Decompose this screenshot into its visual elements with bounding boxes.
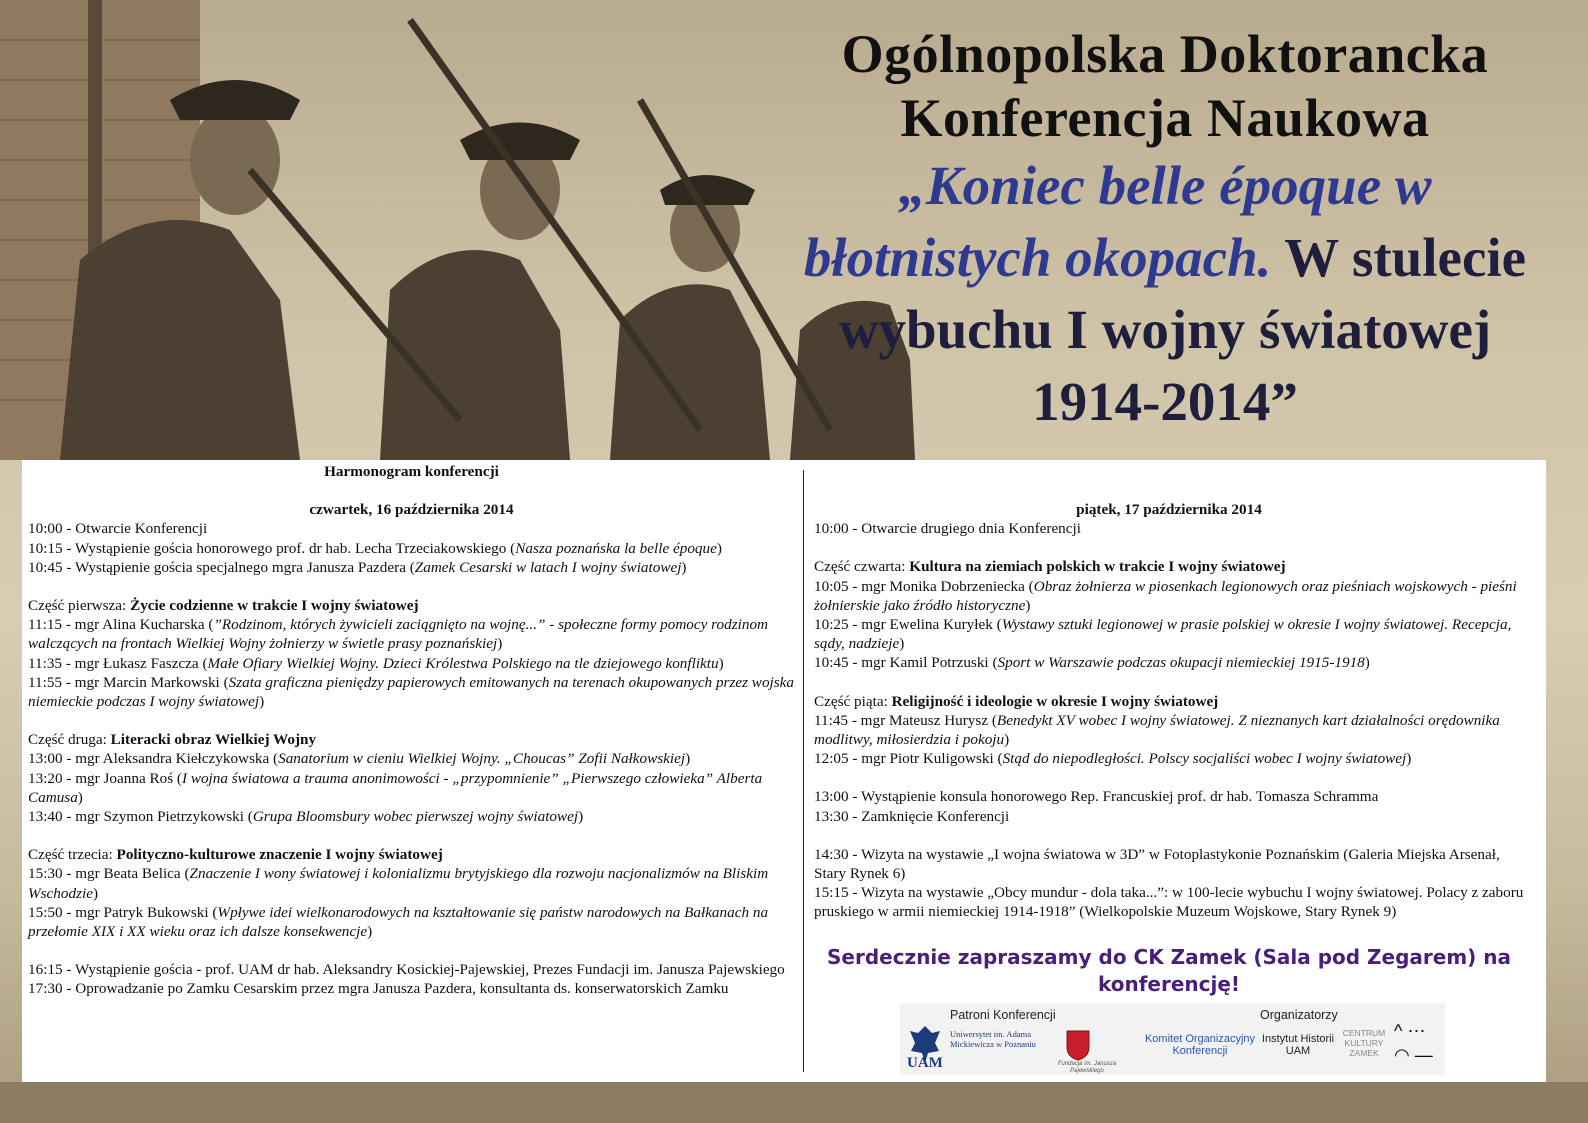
- invitation-text: Serdecznie zapraszamy do CK Zamek (Sala pod Zegarem) na konferencję!: [826, 945, 1512, 996]
- schedule-item: 11:45 - mgr Mateusz Hurysz (Benedykt XV wobec I wojny światowej. Z nieznanych kart działalności orędownika modlitwy, miłosierdzia i pokoju): [814, 711, 1500, 749]
- komitet-label: Komitet Organizacyjny Konferencji: [1144, 1033, 1256, 1057]
- schedule-item: 10:45 - Wystąpienie gościa specjalnego mgra Janusza Pazdera (Zamek Cesarski w latach I wojny światowej): [28, 558, 687, 576]
- schedule-item: 15:50 - mgr Patryk Bukowski (Wpływe idei wielkonarodowych na kształtowanie się państw narodowych na Bałkanach na przełomie XIX i XX wieku oraz ich dalsze konsekwencje): [28, 903, 769, 941]
- schedule-item: 10:25 - mgr Ewelina Kuryłek (Wystawy sztuki legionowej w prasie polskiej w okresie I wojny światowej. Recepcja, sądy, nadzieje): [814, 616, 1512, 653]
- subtitle-quote-close: ”: [1270, 371, 1298, 432]
- schedule-item: 14:30 - Wizyta na wystawie „I wojna światowa w 3D” w Fotoplastykonie Poznańskim (Galeria Miejska Arsenał, Stary Rynek 6): [814, 845, 1500, 883]
- schedule-item: 15:30 - mgr Beata Belica (Znaczenie I wony światowej i kolonializmu brytyjskiego dla rozwoju nacjonalizmów na Bliskim Wschodzie): [28, 865, 769, 902]
- uam-name: Uniwersytet im. Adama Mickiewicza w Poznaniu: [950, 1029, 1036, 1049]
- schedule-item: 13:00 - Wystąpienie konsula honorowego Rep. Francuskiej prof. dr hab. Tomasza Schramma: [814, 788, 1379, 806]
- schedule-item: 13:30 - Zamknięcie Konferencji: [814, 807, 1010, 825]
- schedule-item: 13:00 - mgr Aleksandra Kiełczykowska (Sanatorium w cieniu Wielkiej Wojny. „Choucas” Zofii Nałkowskiej): [28, 750, 691, 768]
- schedule-day-2: [814, 500, 1524, 922]
- schedule-heading: Harmonogram konferencji: [324, 463, 499, 480]
- subtitle-plain: W stulecie wybuchu I wojny światowej 1914-2014: [838, 227, 1527, 432]
- schedule-item: 10:15 - Wystąpienie gościa honorowego prof. dr hab. Lecha Trzeciakowskiego (Nasza poznańska la belle époque): [28, 539, 722, 557]
- schedule-item: 12:05 - mgr Piotr Kuligowski (Stąd do niepodległości. Polscy socjaliści wobec I wojny światowej): [814, 750, 1412, 768]
- section-header: Część czwarta: Kultura na ziemiach polskich w trakcie I wojny światowej: [814, 558, 1286, 576]
- subtitle-italic: Koniec belle époque w błotnistych okopach.: [803, 155, 1432, 288]
- day-1-opening-items: [28, 519, 795, 577]
- ck-zamek-logo-mark-lower: ◠ —: [1394, 1045, 1433, 1065]
- title-line-2: Konferencja Naukowa: [900, 88, 1430, 148]
- schedule-item: 11:35 - mgr Łukasz Faszcza (Małe Ofiary Wielkiej Wojny. Dzieci Królestwa Polskiego na tle dziejowego konfliktu): [28, 654, 724, 672]
- logos-strip: [900, 1003, 1445, 1075]
- subtitle-quote-open: „: [898, 155, 926, 216]
- schedule-item: 15:15 - Wizyta na wystawie „Obcy mundur - dola taka...”: w 100-lecie wybuchu I wojny światowej. Polacy z zaboru pruskiego w armii niemieckiej 1914-1918” (Wielkopolskie Muzeum Wojskowe, Stary Rynek 9): [814, 884, 1524, 921]
- schedule-item: 16:15 - Wystąpienie gościa - prof. UAM dr hab. Aleksandry Kosickiej-Pajewskiej, Prezes Fundacji im. Janusza Pajewskiego: [28, 961, 785, 979]
- ck-zamek-logo-mark: ^ ⋯: [1394, 1021, 1426, 1041]
- title-line-1: Ogólnopolska Doktorancka: [841, 24, 1489, 84]
- fundacja-label: Fundacja im. Janusza Pajewskiego: [1057, 1061, 1117, 1074]
- schedule-item: 10:45 - mgr Kamil Potrzuski (Sport w Warszawie podczas okupacji niemieckiej 1915-1918): [814, 654, 1370, 672]
- section-header: Część trzecia: Polityczno-kulturowe znaczenie I wojny światowej: [28, 846, 443, 864]
- organizers-label: Organizatorzy: [1260, 1008, 1338, 1022]
- day-2-date: piątek, 17 października 2014: [1076, 501, 1262, 518]
- title-subtitle: [770, 150, 1560, 438]
- schedule-item: 10:00 - Otwarcie drugiego dnia Konferencji: [814, 520, 1081, 538]
- schedule-item: 10:00 - Otwarcie Konferencji: [28, 520, 208, 538]
- day-1-date: czwartek, 16 października 2014: [309, 501, 514, 519]
- conference-title: [770, 22, 1560, 438]
- schedule-item: 13:40 - mgr Szymon Pietrzykowski (Grupa Bloomsbury wobec pierwszej wojny światowej): [28, 808, 584, 826]
- schedule-item: 11:15 - mgr Alina Kucharska (”Rodzinom, których żywicieli zaciągnięto na wojnę...” - społeczne formy pomocy rodzinom walczących na frontach Wielkiej Wojny żołnierzy w świetle prasy poznańskiej): [28, 616, 769, 653]
- schedule-item: 10:05 - mgr Monika Dobrzeniecka (Obraz żołnierza w piosenkach legionowych oraz pieśniach wojskowych - pieśni żołnierskie jako źródło historyczne): [814, 577, 1517, 614]
- patrons-label: Patroni Konferencji: [950, 1008, 1056, 1022]
- schedule-item: 11:55 - mgr Marcin Markowski (Szata graficzna pieniędzy papierowych emitowanych na terenach okupowanych przez wojska niemieckie podczas I wojny światowej): [28, 673, 794, 711]
- schedule-day-1: [28, 462, 795, 999]
- section-header: Część pierwsza: Życie codzienne w trakcie I wojny światowej: [28, 597, 419, 615]
- section-header: Część piąta: Religijność i ideologie w okresie I wojny światowej: [814, 692, 1219, 710]
- section-header: Część druga: Literacki obraz Wielkiej Wojny: [28, 731, 317, 749]
- fundacja-crest-logo: [1065, 1029, 1091, 1061]
- schedule-item: 17:30 - Oprowadzanie po Zamku Cesarskim przez mgra Janusza Pazdera, konsultanta ds. konserwatorskich Zamku: [28, 980, 729, 998]
- schedule-item: 13:20 - mgr Joanna Roś (I wojna światowa a trauma anonimowości - „przypomnienie” „Pierwszego człowieka” Alberta Camusa): [28, 769, 763, 806]
- instytut-label: Instytut Historii UAM: [1261, 1033, 1335, 1057]
- uam-short-label: UAM: [907, 1055, 943, 1071]
- column-divider: [803, 470, 804, 1072]
- ck-zamek-label: CENTRUM KULTURY ZAMEK: [1342, 1028, 1386, 1058]
